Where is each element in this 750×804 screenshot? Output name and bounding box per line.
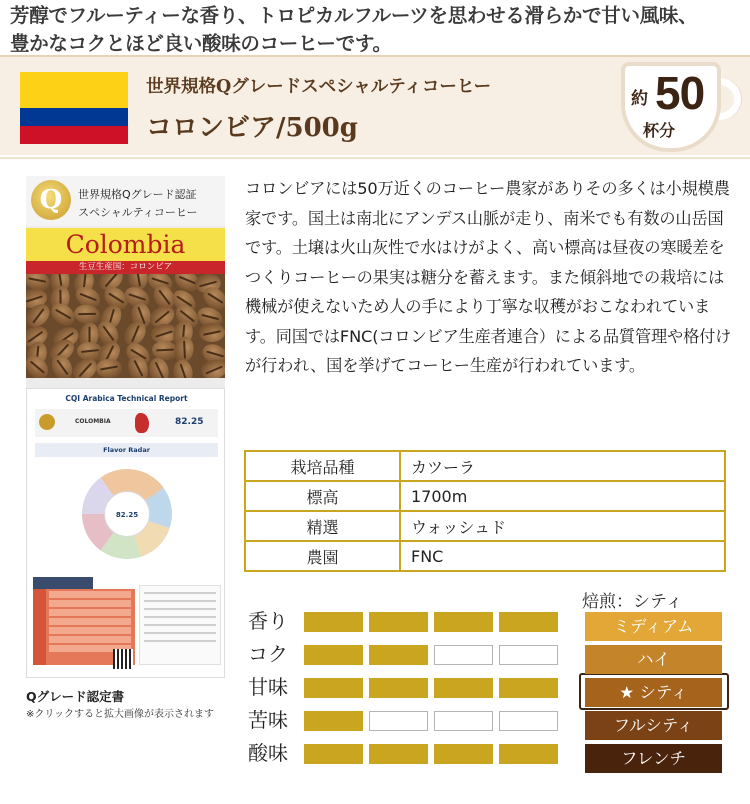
taste-level-cell: [434, 678, 493, 698]
divider: [0, 157, 750, 159]
taste-level-cell: [369, 744, 428, 764]
radar-score: 82.25: [104, 491, 150, 537]
taste-label: 酸味: [248, 741, 288, 765]
report-country: COLOMBIA: [75, 418, 111, 425]
roast-level: フルシティ: [585, 711, 722, 740]
taste-label: 甘味: [248, 675, 288, 699]
roast-label: 焙煎：シティ: [582, 592, 683, 612]
q-grade-logo-icon: Q: [31, 180, 71, 220]
report-categories-tab: [33, 589, 46, 665]
certificate-country: Colombia: [65, 230, 186, 259]
taste-chart: [248, 607, 568, 772]
spec-value: カツーラ: [400, 451, 725, 481]
taste-row: [248, 739, 568, 772]
spec-label: 栽培品種: [245, 451, 400, 481]
taste-row: [248, 607, 568, 640]
spec-value: ウォッシュド: [400, 511, 725, 541]
coffee-bean: [172, 358, 195, 378]
taste-level-cell: [304, 744, 363, 764]
taste-level-cell: [304, 678, 363, 698]
spec-row: [245, 511, 725, 541]
report-score: 82.25: [175, 417, 204, 427]
taste-label: 香り: [248, 609, 288, 633]
coffee-bean: [96, 359, 122, 378]
coffee-bean: [198, 322, 225, 342]
spec-value: FNC: [400, 541, 725, 571]
intro-line-2: 豊かなコクとほど良い酸味のコーヒーです。: [10, 32, 392, 55]
taste-level-cell: [369, 711, 428, 731]
taste-level-cell: [434, 711, 493, 731]
country-map-icon: [135, 413, 149, 433]
product-subtitle: 世界規格Qグレードスペシャルティコーヒー: [146, 77, 492, 97]
spec-row: [245, 481, 725, 511]
taste-level-cell: [304, 645, 363, 665]
roast-level: フレンチ: [585, 744, 722, 773]
cup-count-number: 50: [655, 67, 705, 119]
product-header: [0, 55, 750, 155]
report-title: CQI Arabica Technical Report: [65, 394, 188, 403]
certificate-line-2: スペシャルティコーヒー: [78, 206, 198, 219]
roast-level-selected: ★ シティ: [585, 678, 722, 707]
q-grade-certificate-image[interactable]: [26, 176, 225, 678]
report-summary: [35, 409, 218, 437]
taste-level-cell: [434, 744, 493, 764]
spec-row: [245, 541, 725, 571]
taste-row: [248, 673, 568, 706]
taste-label: 苦味: [248, 708, 288, 732]
coffee-bean: [199, 357, 225, 378]
taste-level-cell: [434, 612, 493, 632]
roast-level: ハイ: [585, 645, 722, 674]
taste-label: コク: [248, 642, 288, 666]
spec-table: [244, 450, 726, 572]
taste-level-cell: [499, 612, 558, 632]
spec-value: 1700m: [400, 481, 725, 511]
taste-row: [248, 640, 568, 673]
taste-level-cell: [304, 612, 363, 632]
intro-text: [10, 2, 745, 58]
intro-line-1: 芳醇でフルーティーな香り、トロピカルフルーツを思わせる滑らかで甘い風味、: [10, 4, 698, 27]
spec-label: 標高: [245, 481, 400, 511]
taste-level-cell: [499, 744, 558, 764]
coffee-beans-photo: [26, 274, 225, 378]
certificate-origin: 生豆生産国：コロンビア: [26, 261, 225, 274]
radar-title: Flavor Radar: [35, 443, 218, 457]
qr-code-icon: [113, 649, 133, 669]
certificate-caption: Qグレード認定書: [26, 689, 125, 704]
taste-level-cell: [434, 645, 493, 665]
spec-label: 精選: [245, 511, 400, 541]
certificate-line-1: 世界規格Qグレード認証: [78, 188, 197, 201]
technical-report: [26, 388, 225, 678]
cup-count-prefix: 約: [631, 89, 648, 109]
taste-level-cell: [369, 678, 428, 698]
roast-level: ミディアム: [585, 612, 722, 641]
q-seal-icon: [39, 414, 55, 430]
product-title: コロンビア/500g: [146, 113, 358, 143]
spec-label: 農園: [245, 541, 400, 571]
taste-level-cell: [499, 711, 558, 731]
cup-count-badge: [615, 60, 745, 154]
certificate-header: [26, 176, 225, 226]
spec-row: [245, 451, 725, 481]
product-description: コロンビアには50万近くのコーヒー農家がありその多くは小規模農家です。国土は南北にアンデス山脈が走り、南米でも有数の山岳国です。土壌は火山灰性で水はけがよく、高い標高は昼夜の寒暖差をつくりコーヒーの果実は糖分を蓄えます。また傾斜地での栽培には機械が使えないため人の手により丁寧な収穫がおこなわれています。同国ではFNC(コロンビア生産者連合）による品質管理や格付けが行われ、国を挙げてコーヒー生産が行われています。: [245, 179, 732, 375]
colombia-flag: [20, 72, 128, 144]
taste-level-cell: [304, 711, 363, 731]
taste-row: [248, 706, 568, 739]
taste-level-cell: [369, 645, 428, 665]
certificate-note: ※クリックすると拡大画像が表示されます: [26, 709, 214, 720]
report-partner-info: [139, 585, 221, 665]
cup-count-unit: 杯分: [643, 121, 676, 140]
taste-level-cell: [499, 645, 558, 665]
taste-level-cell: [369, 612, 428, 632]
taste-level-cell: [499, 678, 558, 698]
